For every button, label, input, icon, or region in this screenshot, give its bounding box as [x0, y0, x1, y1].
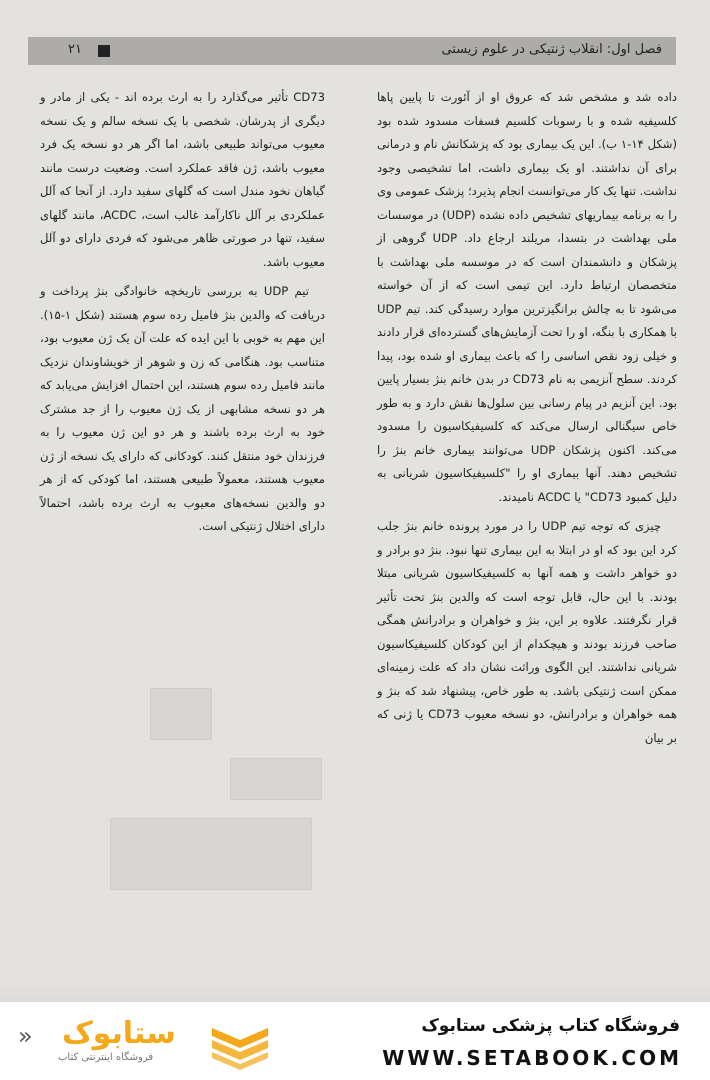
paragraph: تیم UDP به بررسی تاریخچه خانوادگی بنژ پرداخت و دریافت که والدین بنژ فامیل رده سوم هستند (شکل ۱-۱۵). این مهم به خوبی با این ایده که علت آن یک ژن معیوب بود، متناسب بود. هنگامی که زن و شوهر از خویشاوندان نزدیک مانند فامیل رده سوم هستند، این احتمال افزایش می‌یابد که هر دو نسخه مشابهی از یک ژن معیوب را از جد مشترک خود به ارث برده باشند و هر دو این ژن معیوب را به فرزندان خود منتقل کنند. کودکانی که دارای یک نسخه از ژن معیوب هستند، معمولاً طبیعی هستند، اما کودکی که از هر دو والدین نسخه‌های معیوب به ارث برده باشد، احتمالاً دارای اختلال ژنتیکی است. — [40, 284, 325, 533]
store-url-link[interactable]: WWW.SETABOOK.COM — [382, 1046, 682, 1070]
header-square-icon — [98, 45, 110, 57]
page-header — [28, 37, 676, 65]
paragraph: داده شد و مشخص شد که عروق او از آئورت تا پایین پاها کلسیفیه شده و با رسوبات کلسیم فسفات مسدود شده بود (شکل ۱۴-۱ ب). این یک بیماری بود که پزشکانش نام و درمانی برای آن نداشتند. او یک بیماری داشت، اما تشخیصی وجود نداشت. تنها یک کار می‌توانست انجام پذیرد؛ پزشک عمومی وی را به برنامه بیماریهای تشخیص داده نشده (UDP) در موسسات ملی بهداشت در بتسدا، مریلند ارجاع داد. UDP گروهی از پزشکان و دانشمندان است که در موسسه ملی بهداشت با متخصصان ارتباط دارد. این تیمی است که از آن خواسته می‌شود تا به چالش برانگیزترین موارد رسیدگی کند. تیم UDP با همکاری با بنگه، او را تحت آزمایش‌های گسترده‌ای قرار دادند و خیلی زود نقص اساسی را که باعث بیماری او شده بود، پیدا کردند. سطح آنزیمی به نام CD73 در بدن خانم بنژ بسیار پایین بود. این آنزیم در پیام رسانی بین سلول‌ها نقش دارد و به طور خاص سیگنالی ارسال می‌کند که کلسیفیکاسیون را مسدود می‌کند. اکنون پزشکان UDP می‌توانند بیماری خانم بنژ را تشخیص دهند. آنها بیماری او را "کلسیفیکاسیون شریانی به دلیل کمبود CD73" یا ACDC نامیدند. — [377, 90, 678, 504]
page-edge — [0, 984, 710, 1002]
page-number: ۲۱ — [68, 42, 82, 57]
right-column — [377, 86, 677, 756]
store-logo[interactable] — [18, 1016, 278, 1072]
store-name: فروشگاه کتاب پزشکی ستابوک — [421, 1016, 680, 1036]
logo-wordmark: ستابوک — [62, 1016, 176, 1051]
store-footer — [0, 1002, 710, 1080]
paragraph: چیزی که توجه تیم UDP را در مورد پرونده خانم بنژ جلب کرد این بود که او در ابتلا به این بیماری تنها نبود. بنژ دو برادر و دو خواهر داشت و همه آنها به کلسیفیکاسیون شریانی مبتلا بودند. با این حال، قابل توجه است که والدین بنژ تحت تأثیر قرار نگرفتند. علاوه بر این، بنژ و خواهران و برادرانش همگی صاحب فرزند بودند و هیچکدام از این کودکان کلسیفیکاسیون شریانی نداشتند. این الگوی وراثت نشان داد که علت زمینه‌ای ممکن است ژنتیکی باشد. به طور خاص، پیشنهاد شد که بنژ و همه خواهران و برادرانش، دو نسخه معیوب CD73 یا ژنی که بر بیان — [377, 519, 677, 745]
chapter-title: فصل اول: انقلاب ژنتیکی در علوم زیستی — [441, 42, 662, 57]
double-chevron-icon: « — [18, 1022, 33, 1050]
book-stack-icon — [208, 1020, 272, 1070]
paragraph: CD73 تأثیر می‌گذارد را به ارث برده اند - یکی از مادر و دیگری از پدرشان. شخصی با یک نسخه سالم و یک نسخه معیوب می‌تواند طبیعی باشد، اما اگر هر دو نسخه یک فرد معیوب باشد، ژن فاقد عملکرد است. وضعیت درست مانند گیاهان نخود مندل است که گلهای سفید دارد. از آنجا که آلل عملکردی بر آلل ناکارآمد غالب است، ACDC، مانند گلهای سفید، تنها در صورتی ظاهر می‌شود که فردی دارای دو آلل معیوب باشد. — [40, 90, 325, 269]
show-through-figure — [90, 648, 338, 928]
left-column — [40, 86, 325, 545]
logo-tagline: فروشگاه اینترنتی کتاب — [58, 1052, 154, 1063]
